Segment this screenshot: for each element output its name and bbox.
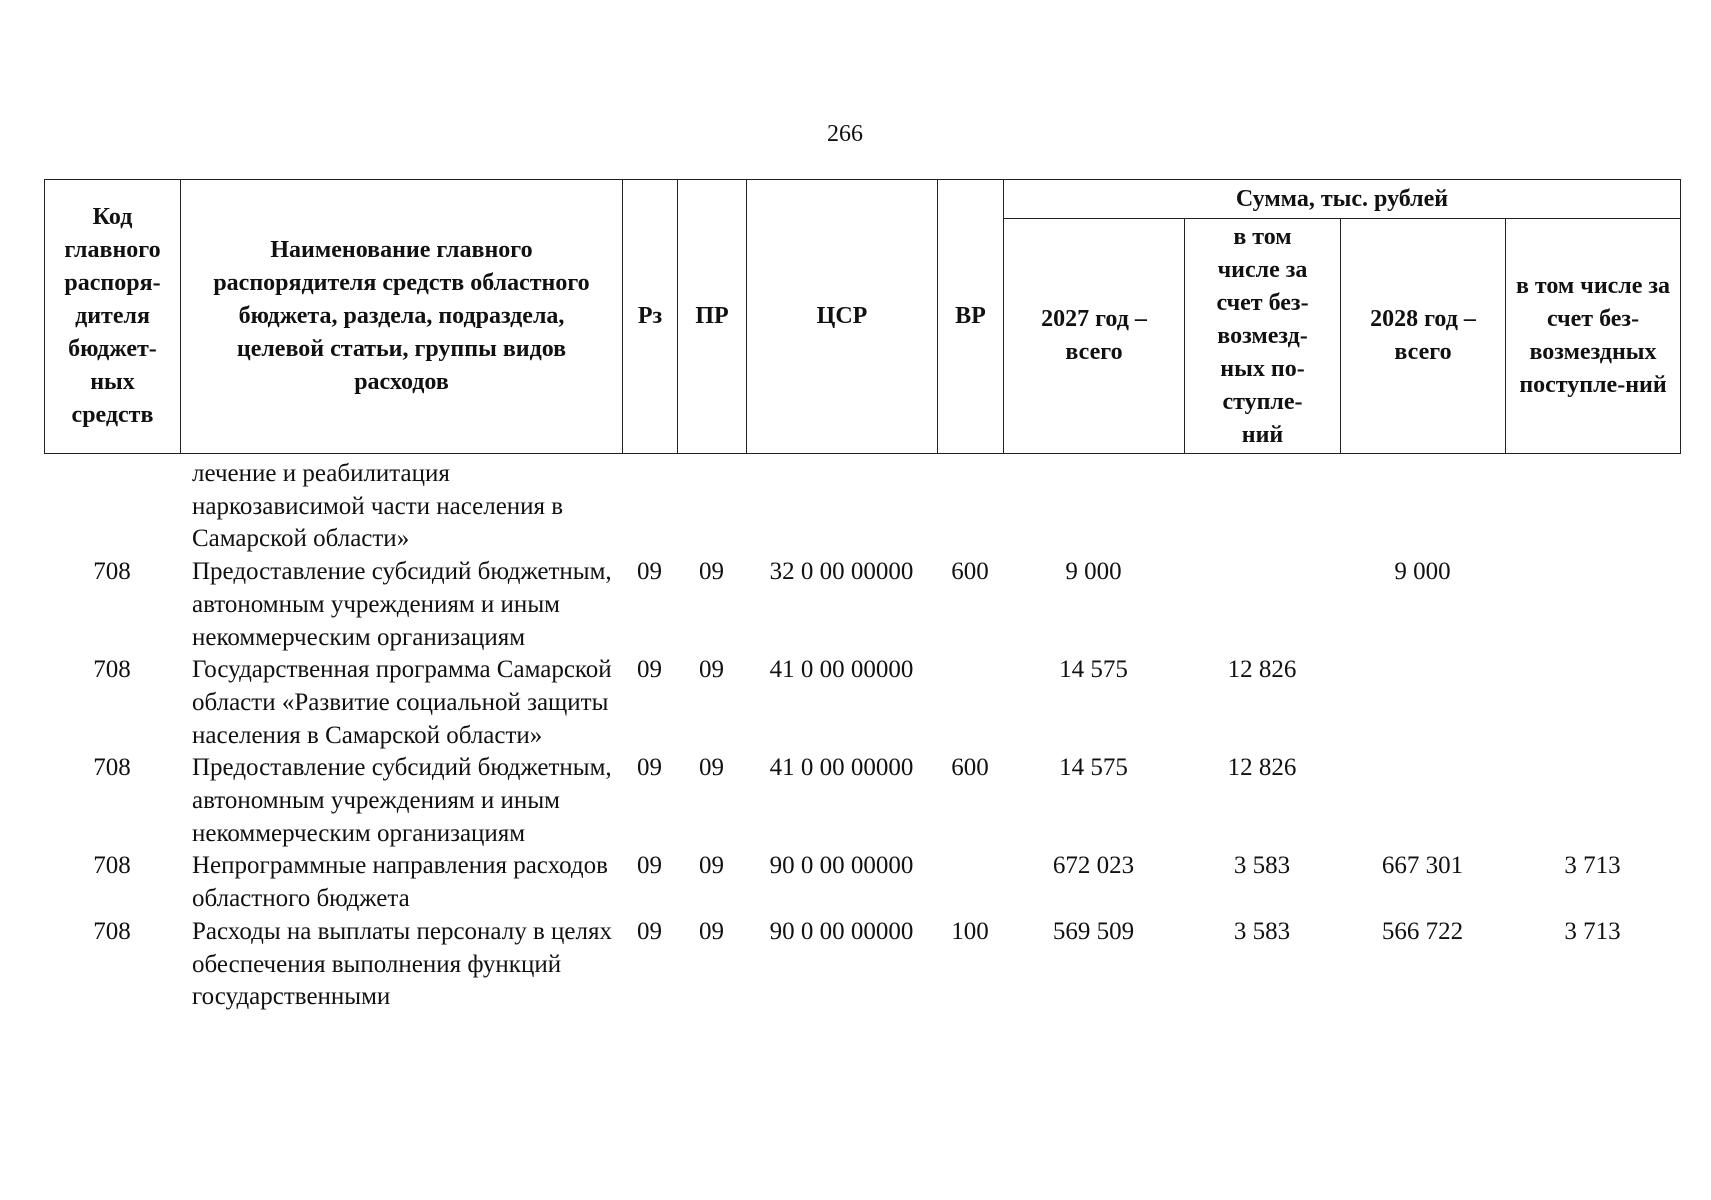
- cell-code: 708: [93, 917, 131, 945]
- cell-vr: 600: [951, 558, 989, 586]
- cell-pr: 09: [699, 558, 724, 586]
- table-header: [44, 179, 1681, 454]
- cell-rz: 09: [637, 656, 662, 684]
- header-csr: ЦСР: [747, 180, 938, 454]
- cell-pr: 09: [699, 754, 724, 782]
- cell-csr: 32 0 00 00000: [769, 558, 914, 586]
- cell-sum-2028: 667 301: [1381, 852, 1464, 880]
- header-sum-2028-grants: в том числе за счет без-возмездных поступле-ний: [1506, 219, 1681, 454]
- cell-sum-2027: 672 023: [1052, 852, 1135, 880]
- cell-sum-2027: 569 509: [1052, 917, 1135, 945]
- cell-code: 708: [93, 852, 131, 880]
- cell-sum-2027-grants: 12 826: [1227, 656, 1297, 684]
- table-row: [44, 752, 1680, 850]
- table-row: [44, 458, 1680, 556]
- cell-name: лечение и реабилитация наркозависимой части населения в Самарской области»: [192, 460, 564, 553]
- cell-vr: 100: [951, 917, 989, 945]
- cell-name: Расходы на выплаты персоналу в целях обеспечения выполнения функций государственными: [192, 917, 612, 1011]
- header-vr: ВР: [938, 180, 1004, 454]
- cell-rz: 09: [637, 917, 662, 945]
- header-sum-2027-grants: в том числе за счет без-возмезд-ных по-ступле-ний: [1185, 219, 1341, 454]
- table-row: [44, 916, 1680, 1014]
- cell-name: Предоставление субсидий бюджетным, автономным учреждениям и иным некоммерческим организациям: [192, 558, 612, 651]
- table-row: [44, 850, 1680, 915]
- cell-pr: 09: [699, 656, 724, 684]
- header-sum-group: Сумма, тыс. рублей: [1004, 180, 1681, 219]
- cell-csr: 90 0 00 00000: [769, 917, 914, 945]
- table-row: [44, 556, 1680, 654]
- cell-rz: 09: [637, 558, 662, 586]
- header-sum-2027-total: 2027 год – всего: [1004, 219, 1185, 454]
- cell-name: Непрограммные направления расходов областного бюджета: [192, 852, 608, 913]
- cell-pr: 09: [699, 917, 724, 945]
- cell-sum-2028: 9 000: [1394, 558, 1451, 586]
- cell-csr: 90 0 00 00000: [769, 852, 914, 880]
- cell-rz: 09: [637, 754, 662, 782]
- cell-code: 708: [93, 754, 131, 782]
- cell-code: 708: [93, 558, 131, 586]
- header-sum-2028-total: 2028 год – всего: [1341, 219, 1506, 454]
- cell-csr: 41 0 00 00000: [769, 656, 914, 684]
- cell-sum-2028: 566 722: [1381, 917, 1464, 945]
- table-row: [44, 654, 1680, 752]
- cell-pr: 09: [699, 852, 724, 880]
- header-rz: Рз: [623, 180, 678, 454]
- cell-sum-2028-grants: 3 713: [1564, 852, 1621, 880]
- cell-csr: 41 0 00 00000: [769, 754, 914, 782]
- header-code: Код главного распоря-дителя бюджет-ных средств: [45, 180, 181, 454]
- cell-sum-2027-grants: 3 583: [1233, 917, 1291, 945]
- cell-name: Государственная программа Самарской области «Развитие социальной защиты населения в Самарской области»: [192, 656, 612, 749]
- cell-sum-2027: 14 575: [1059, 656, 1128, 684]
- cell-sum-2027-grants: 12 826: [1227, 754, 1297, 782]
- cell-code: 708: [93, 656, 131, 684]
- table-body: [44, 458, 1680, 1014]
- cell-sum-2027: 9 000: [1065, 558, 1122, 586]
- header-name: Наименование главного распорядителя средств областного бюджета, раздела, подраздела, целевой статьи, группы видов расходов: [181, 180, 623, 454]
- cell-name: Предоставление субсидий бюджетным, автономным учреждениям и иным некоммерческим организациям: [192, 754, 612, 847]
- cell-sum-2028-grants: 3 713: [1564, 917, 1621, 945]
- cell-sum-2027-grants: 3 583: [1233, 852, 1291, 880]
- cell-sum-2027: 14 575: [1059, 754, 1128, 782]
- header-pr: ПР: [678, 180, 747, 454]
- cell-rz: 09: [637, 852, 662, 880]
- page-number: 266: [827, 121, 863, 147]
- cell-vr: 600: [951, 754, 989, 782]
